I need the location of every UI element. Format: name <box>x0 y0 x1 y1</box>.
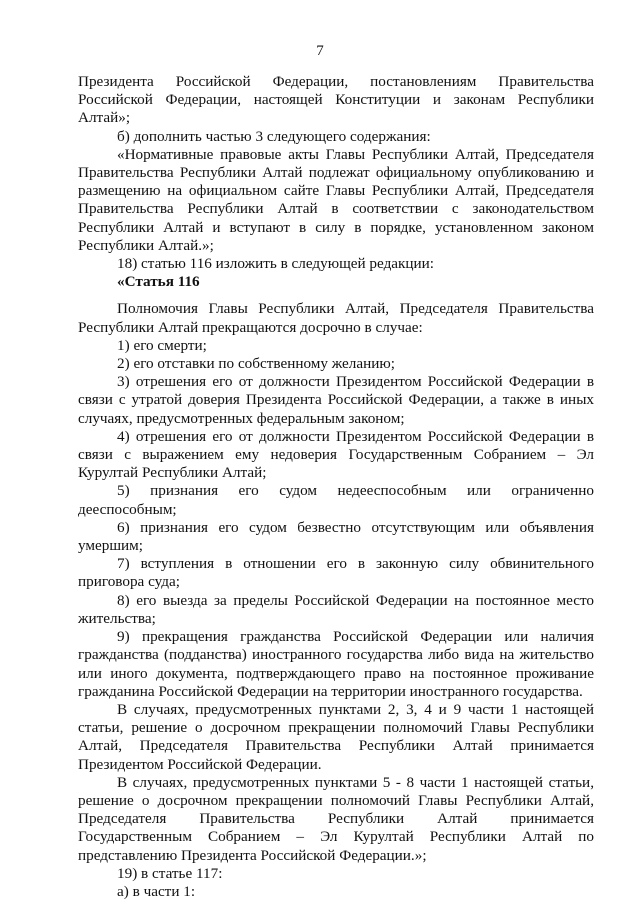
list-item-6: 6) признания его судом безвестно отсутствующим или объявления умершим; <box>78 518 594 555</box>
paragraph-article-intro: Полномочия Главы Республики Алтай, Председателя Правительства Республики Алтай прекращаются досрочно в случае: <box>78 300 594 336</box>
list-item-3: 3) отрешения его от должности Президентом Российской Федерации в связи с утратой доверия Президента Российской Федерации, а также в иных случаях, предусмотренных федеральным законом; <box>78 373 594 427</box>
paragraph-item-18: 18) статью 116 изложить в следующей редакции: <box>117 255 435 273</box>
paragraph-item-19: 19) в статье 117: <box>117 864 223 882</box>
paragraph-continuation: Президента Российской Федерации, постановлениям Правительства Российской Федерации, настоящей Конституции и законам Республики Алтай»; <box>78 73 594 127</box>
list-item-5: 5) признания его судом недееспособным или ограниченно дееспособным; <box>78 482 594 518</box>
paragraph-cases-assembly: В случаях, предусмотренных пунктами 5 - 8 части 1 настоящей статьи, решение о досрочном прекращении полномочий Главы Республики Алтай, Председателя Правительства Республики Алтай принимается Государственным Собранием – Эл Курултай Республики Алтай по представлению Президента Российской Федерации.»; <box>78 773 594 864</box>
list-item-1: 1) его смерти; <box>117 336 207 354</box>
document-body <box>78 73 594 901</box>
list-item-8: 8) его выезда за пределы Российской Федерации на постоянное место жительства; <box>78 591 594 627</box>
page-number: 7 <box>316 43 324 59</box>
paragraph-amendment-b: б) дополнить частью 3 следующего содержания: <box>117 127 431 145</box>
article-heading: «Статья 116 <box>117 273 200 291</box>
paragraph-quoted-part-3: «Нормативные правовые акты Главы Республики Алтай, Председателя Правительства Республики Алтай подлежат официальному опубликованию и размещению на официальном сайте Главы Республики Алтай, Председателя Правительства Республики Алтай в соответствии с законодательством Республики Алтай и вступают в силу в порядке, установленном законом Республики Алтай.»; <box>78 145 594 254</box>
paragraph-cases-president: В случаях, предусмотренных пунктами 2, 3, 4 и 9 части 1 настоящей статьи, решение о досрочном прекращении полномочий Главы Республики Алтай, Председателя Правительства Республики Алтай принимается Президентом Российской Федерации. <box>78 700 594 773</box>
list-item-9: 9) прекращения гражданства Российской Федерации или наличия гражданства (подданства) иностранного государства либо вида на жительство или иного документа, подтверждающего право на постоянное проживание гражданина Российской Федерации на территории иностранного государства. <box>78 628 594 700</box>
paragraph-subitem-a: а) в части 1: <box>117 882 196 900</box>
list-item-7: 7) вступления в отношении его в законную силу обвинительного приговора суда; <box>78 555 594 591</box>
list-item-2: 2) его отставки по собственному желанию; <box>117 355 395 373</box>
list-item-4: 4) отрешения его от должности Президентом Российской Федерации в связи с выражением ему недоверия Государственным Собранием – Эл Курултай Республики Алтай; <box>78 427 594 482</box>
